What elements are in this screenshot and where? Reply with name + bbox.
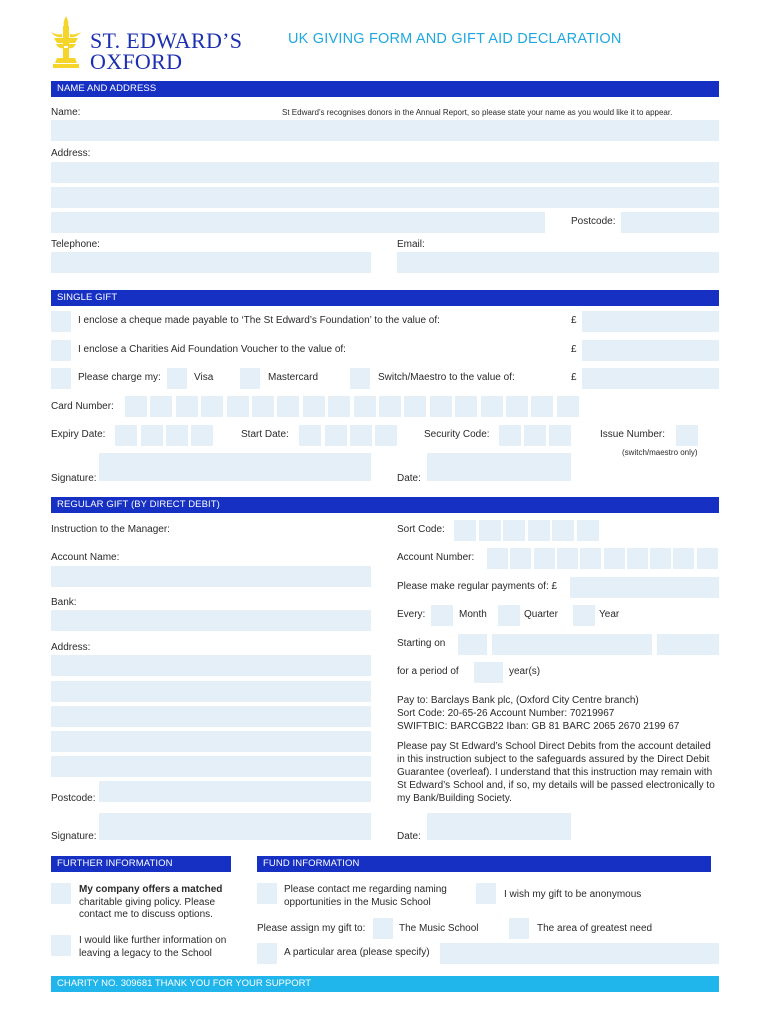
music-school-checkbox[interactable] — [373, 918, 393, 939]
starting-field-3[interactable] — [657, 634, 719, 655]
start-date-box[interactable] — [350, 425, 372, 446]
form-title: UK GIVING FORM AND GIFT AID DECLARATION — [288, 31, 622, 47]
security-code-box[interactable] — [524, 425, 546, 446]
postcode-field[interactable] — [621, 212, 719, 233]
legacy-checkbox[interactable] — [51, 935, 71, 956]
card-number-box[interactable] — [227, 396, 249, 417]
card-number-box[interactable] — [303, 396, 325, 417]
expiry-box[interactable] — [191, 425, 213, 446]
account-number-box[interactable] — [673, 548, 694, 569]
expiry-box[interactable] — [166, 425, 188, 446]
name-label: Name: — [51, 107, 81, 118]
regular-date-label: Date: — [397, 831, 421, 842]
years-label: year(s) — [509, 666, 541, 677]
payment-amount-field[interactable] — [570, 577, 719, 598]
regular-address-line-5[interactable] — [51, 756, 371, 777]
instruction-label: Instruction to the Manager: — [51, 524, 170, 535]
regular-postcode-label: Postcode: — [51, 793, 96, 804]
card-number-box[interactable] — [176, 396, 198, 417]
issue-note: (switch/maestro only) — [622, 448, 698, 457]
matched-giving-checkbox[interactable] — [51, 883, 71, 904]
regular-address-line-4[interactable] — [51, 731, 371, 752]
switch-amount-field[interactable] — [582, 368, 719, 389]
name-note: St Edward’s recognises donors in the Annual Report, so please state your name as you would like it to appear. — [282, 108, 673, 117]
security-code-label: Security Code: — [424, 429, 490, 440]
single-signature-field[interactable] — [99, 453, 371, 481]
mastercard-label: Mastercard — [268, 372, 319, 383]
account-number-box[interactable] — [650, 548, 671, 569]
switch-currency: £ — [571, 372, 577, 383]
card-number-box[interactable] — [150, 396, 172, 417]
sort-code-box[interactable] — [528, 520, 550, 541]
debit-instruction-text: Please pay St Edward’s School Direct Debits from the account detailed in this instruction subject to the safeguards assured by the Direct Debit Guarantee (overleaf). I understand that this instruction may remain with St Edward’s School and, if so, my details will be passed electronically to my Bank/Building Society. — [397, 741, 715, 804]
expiry-label: Expiry Date: — [51, 429, 106, 440]
anonymous-label: I wish my gift to be anonymous — [504, 889, 642, 900]
card-number-box[interactable] — [252, 396, 274, 417]
account-number-box[interactable] — [557, 548, 578, 569]
account-number-box[interactable] — [510, 548, 531, 569]
regular-address-line-1[interactable] — [51, 655, 371, 676]
matched-giving-text — [79, 884, 239, 922]
every-label: Every: — [397, 609, 426, 620]
sort-code-box[interactable] — [454, 520, 476, 541]
card-number-box[interactable] — [404, 396, 426, 417]
logo-line-1: ST. EDWARD’S — [90, 28, 243, 53]
month-checkbox[interactable] — [431, 605, 453, 626]
regular-address-label: Address: — [51, 642, 91, 653]
pay-to-line-3: SWIFTBIC: BARCGB22 Iban: GB 81 BARC 2065 2670 2199 67 — [397, 721, 680, 732]
card-number-box[interactable] — [481, 396, 503, 417]
footer-bar: CHARITY NO. 309681 THANK YOU FOR YOUR SUPPORT — [51, 976, 719, 992]
month-label: Month — [459, 609, 487, 620]
card-number-box[interactable] — [277, 396, 299, 417]
card-number-box[interactable] — [379, 396, 401, 417]
email-label: Email: — [397, 239, 425, 250]
sort-code-label: Sort Code: — [397, 524, 445, 535]
quarter-checkbox[interactable] — [498, 605, 520, 626]
account-number-box[interactable] — [487, 548, 508, 569]
address-line-2[interactable] — [51, 187, 719, 208]
address-label: Address: — [51, 148, 91, 159]
card-number-box[interactable] — [455, 396, 477, 417]
starting-field-1[interactable] — [458, 634, 487, 655]
sort-code-box[interactable] — [577, 520, 599, 541]
section-further-information: FURTHER INFORMATION — [51, 856, 231, 872]
expiry-box[interactable] — [115, 425, 137, 446]
greatest-need-label: The area of greatest need — [537, 923, 653, 934]
payments-label: Please make regular payments of: £ — [397, 581, 558, 592]
regular-address-line-3[interactable] — [51, 706, 371, 727]
account-name-field[interactable] — [51, 566, 371, 587]
bank-label: Bank: — [51, 597, 77, 608]
regular-postcode-field[interactable] — [99, 781, 371, 802]
assign-label: Please assign my gift to: — [257, 923, 366, 934]
period-field[interactable] — [474, 662, 503, 683]
visa-label: Visa — [194, 372, 214, 383]
caf-label: I enclose a Charities Aid Foundation Voucher to the value of: — [78, 344, 346, 355]
start-date-box[interactable] — [299, 425, 321, 446]
cheque-currency: £ — [571, 315, 577, 326]
account-number-box[interactable] — [604, 548, 625, 569]
switch-label: Switch/Maestro to the value of: — [378, 372, 515, 383]
address-line-3[interactable] — [51, 212, 545, 233]
year-label: Year — [599, 609, 620, 620]
year-checkbox[interactable] — [573, 605, 595, 626]
security-code-box[interactable] — [549, 425, 571, 446]
starting-field-2[interactable] — [492, 634, 652, 655]
section-name-address: NAME AND ADDRESS — [51, 81, 719, 97]
charge-checkbox[interactable] — [51, 368, 71, 389]
section-fund-information: FUND INFORMATION — [257, 856, 711, 872]
security-code-box[interactable] — [499, 425, 521, 446]
single-date-field[interactable] — [427, 453, 571, 481]
email-field[interactable] — [397, 252, 719, 273]
legacy-text: I would like further information on leaving a legacy to the School — [79, 935, 227, 959]
naming-text: Please contact me regarding naming opportunities in the Music School — [284, 884, 447, 908]
name-field[interactable] — [51, 120, 719, 141]
account-number-label: Account Number: — [397, 552, 475, 563]
issue-number-box[interactable] — [676, 425, 698, 446]
caf-amount-field[interactable] — [582, 340, 719, 361]
bank-field[interactable] — [51, 610, 371, 631]
regular-signature-label: Signature: — [51, 831, 97, 842]
card-number-box[interactable] — [506, 396, 528, 417]
card-number-box[interactable] — [557, 396, 579, 417]
pay-to-line-1: Pay to: Barclays Bank plc, (Oxford City Centre branch) — [397, 695, 639, 706]
switch-checkbox[interactable] — [350, 368, 370, 389]
particular-area-field[interactable] — [440, 943, 719, 964]
card-number-box[interactable] — [328, 396, 350, 417]
logo-line-2: OXFORD — [90, 49, 183, 74]
single-signature-label: Signature: — [51, 473, 97, 484]
account-number-box[interactable] — [534, 548, 555, 569]
single-date-label: Date: — [397, 473, 421, 484]
caf-currency: £ — [571, 344, 577, 355]
school-crest-logo — [48, 14, 84, 72]
mastercard-checkbox[interactable] — [240, 368, 260, 389]
pay-to-line-2: Sort Code: 20-65-26 Account Number: 70219967 — [397, 708, 615, 719]
cheque-label: I enclose a cheque made payable to ‘The St Edward’s Foundation’ to the value of: — [78, 315, 440, 326]
quarter-label: Quarter — [524, 609, 558, 620]
account-number-box[interactable] — [627, 548, 648, 569]
sort-code-box[interactable] — [503, 520, 525, 541]
address-line-1[interactable] — [51, 162, 719, 183]
start-date-box[interactable] — [325, 425, 347, 446]
start-date-box[interactable] — [375, 425, 397, 446]
issue-number-label: Issue Number: — [600, 429, 666, 440]
account-name-label: Account Name: — [51, 552, 120, 563]
sort-code-box[interactable] — [552, 520, 574, 541]
music-school-label: The Music School — [399, 923, 479, 934]
starting-on-label: Starting on — [397, 638, 446, 649]
crest-icon — [48, 14, 84, 72]
section-single-gift: SINGLE GIFT — [51, 290, 719, 306]
visa-checkbox[interactable] — [167, 368, 187, 389]
account-number-box[interactable] — [580, 548, 601, 569]
telephone-label: Telephone: — [51, 239, 100, 250]
card-number-box[interactable] — [430, 396, 452, 417]
cheque-checkbox[interactable] — [51, 311, 71, 332]
telephone-field[interactable] — [51, 252, 371, 273]
card-number-box[interactable] — [201, 396, 223, 417]
anonymous-checkbox[interactable] — [476, 883, 496, 904]
naming-checkbox[interactable] — [257, 883, 277, 904]
expiry-box[interactable] — [141, 425, 163, 446]
regular-address-line-2[interactable] — [51, 681, 371, 702]
matched-giving-rest: charitable giving policy. Please contact me to discuss options. — [79, 896, 216, 920]
card-number-box[interactable] — [125, 396, 147, 417]
charge-label: Please charge my: — [78, 372, 161, 383]
sort-code-box[interactable] — [479, 520, 501, 541]
postcode-label: Postcode: — [571, 216, 616, 227]
section-regular-gift: REGULAR GIFT (BY DIRECT DEBIT) — [51, 497, 719, 513]
caf-checkbox[interactable] — [51, 340, 71, 361]
particular-area-checkbox[interactable] — [257, 943, 277, 964]
matched-giving-bold: My company offers a matched — [79, 884, 223, 895]
card-number-box[interactable] — [531, 396, 553, 417]
account-number-box[interactable] — [697, 548, 718, 569]
cheque-amount-field[interactable] — [582, 311, 719, 332]
start-date-label: Start Date: — [241, 429, 289, 440]
regular-date-field[interactable] — [427, 813, 571, 840]
card-number-box[interactable] — [354, 396, 376, 417]
period-label: for a period of — [397, 666, 459, 677]
regular-signature-field[interactable] — [99, 813, 371, 840]
particular-area-label: A particular area (please specify) — [284, 947, 430, 958]
greatest-need-checkbox[interactable] — [509, 918, 529, 939]
card-number-label: Card Number: — [51, 401, 114, 412]
